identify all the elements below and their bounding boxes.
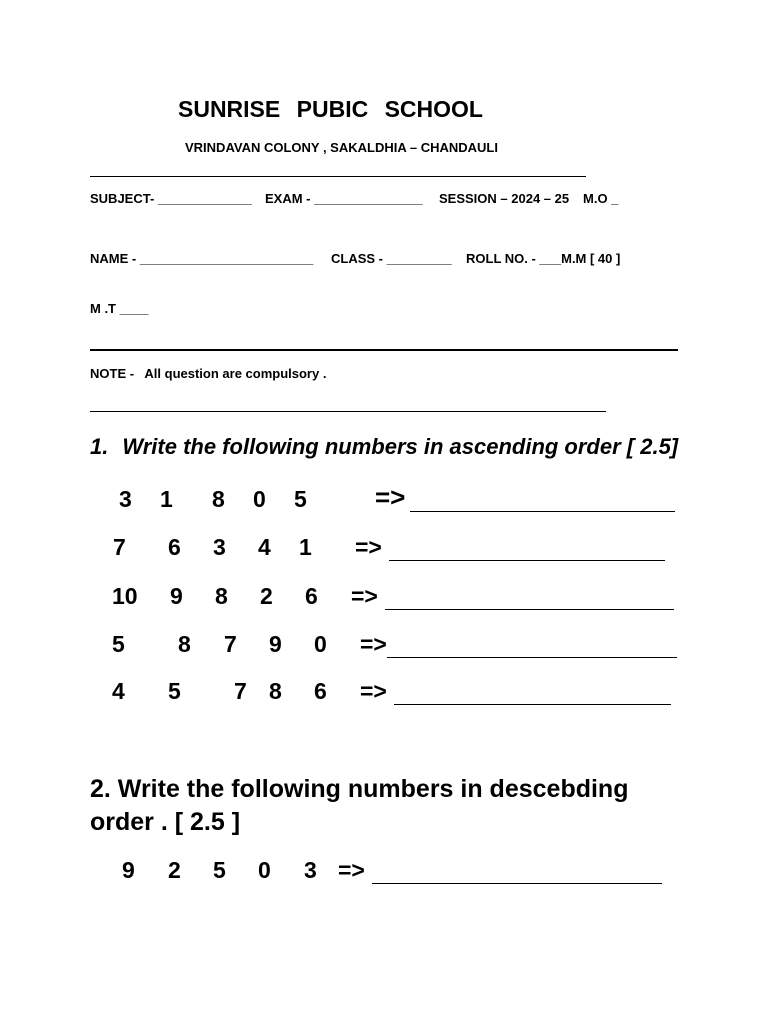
subject-field: SUBJECT- _____________ [90, 191, 252, 206]
class-field: CLASS - _________ [331, 251, 452, 266]
row-number: 0 [258, 857, 271, 883]
row-number: 1 [160, 486, 173, 512]
mt-field: M .T ____ [90, 301, 149, 316]
row-number: 9 [269, 631, 282, 657]
row-number: 7 [224, 631, 237, 657]
answer-line [387, 657, 677, 658]
arrow: => [360, 631, 387, 657]
answer-line [389, 560, 665, 561]
row-number: 5 [294, 486, 307, 512]
row-number: 9 [122, 857, 135, 883]
row-number: 6 [314, 678, 327, 704]
row-number: 7 [234, 678, 247, 704]
row-number: 8 [215, 583, 228, 609]
row-number: 0 [314, 631, 327, 657]
header-divider [90, 176, 586, 177]
name-field: NAME - ________________________ [90, 251, 314, 266]
school-name: SUNRISE PUBIC SCHOOL [178, 96, 483, 122]
arrow: => [360, 678, 387, 704]
row-number: 4 [258, 534, 271, 560]
question-2-heading: 2. Write the following numbers in descebding order . [ 2.5 ] [90, 775, 629, 836]
row-number: 1 [299, 534, 312, 560]
thick-divider [90, 349, 678, 351]
row-number: 8 [269, 678, 282, 704]
row-number: 5 [168, 678, 181, 704]
row-number: 3 [119, 486, 132, 512]
arrow: => [351, 583, 378, 609]
note: NOTE - All question are compulsory . [90, 366, 327, 381]
row-number: 3 [304, 857, 317, 883]
question-1-text: Write the following numbers in ascending order [ 2.5] [122, 434, 679, 459]
row-number: 5 [213, 857, 226, 883]
row-number: 9 [170, 583, 183, 609]
school-address: VRINDAVAN COLONY , SAKALDHIA – CHANDAULI [185, 140, 498, 155]
mo-field: M.O _ [583, 191, 619, 206]
row-number: 6 [305, 583, 318, 609]
answer-line [410, 511, 675, 512]
row-number: 10 [112, 583, 138, 609]
row-number: 2 [168, 857, 181, 883]
row-number: 5 [112, 631, 125, 657]
row-number: 8 [212, 486, 225, 512]
arrow: => [355, 534, 382, 560]
note-divider [90, 411, 606, 412]
exam-field: EXAM - _______________ [265, 191, 423, 206]
row-number: 3 [213, 534, 226, 560]
question-1-number: 1. [90, 434, 109, 459]
roll-field: ROLL NO. - ___M.M [ 40 ] [466, 251, 621, 266]
row-number: 6 [168, 534, 181, 560]
answer-line [372, 883, 662, 884]
question-1-heading [90, 434, 678, 460]
row-number: 0 [253, 486, 266, 512]
row-number: 7 [113, 534, 126, 560]
row-number: 4 [112, 678, 125, 704]
row-number: 8 [178, 631, 191, 657]
session-field: SESSION – 2024 – 25 [439, 191, 570, 206]
answer-line [385, 609, 674, 610]
arrow: => [375, 482, 406, 512]
row-number: 2 [260, 583, 273, 609]
arrow: => [338, 857, 365, 883]
answer-line [394, 704, 671, 705]
